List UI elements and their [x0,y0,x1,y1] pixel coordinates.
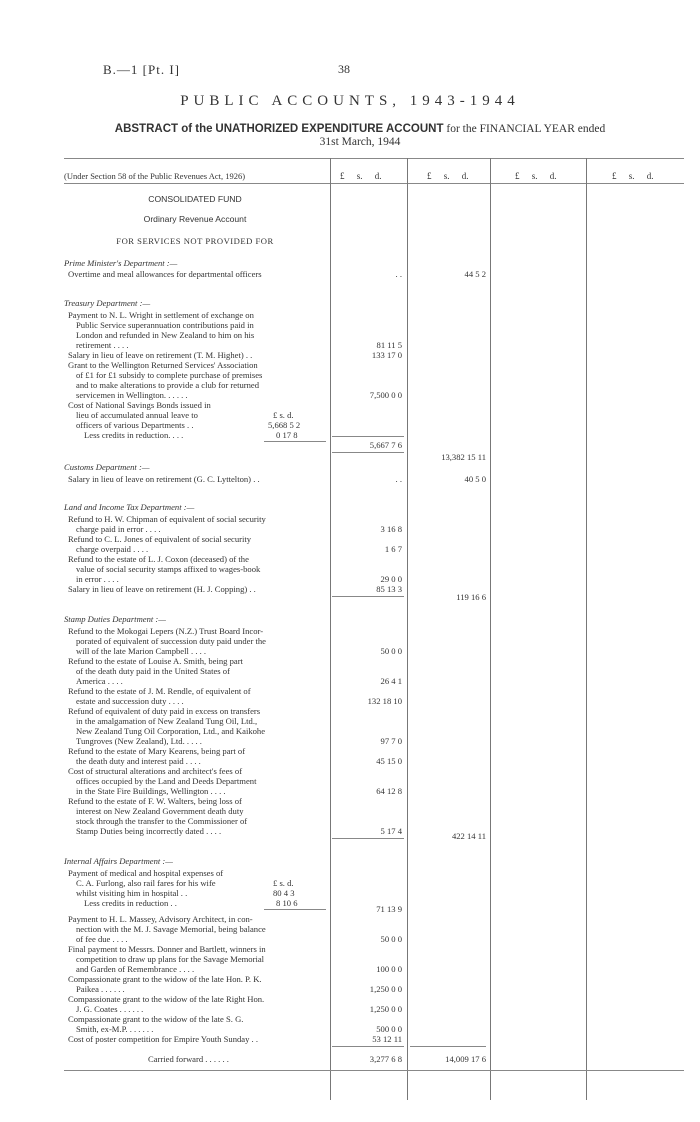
section-note: (Under Section 58 of the Public Revenues Act, 1926) [64,171,246,181]
amount-cell: . . [395,269,402,279]
amount-cell: 81 11 5 [376,340,402,350]
list-item: officers of various Departments . . [76,420,194,430]
list-item: porated of equivalent of succession duty paid under the [76,636,266,646]
money-head-4: £ s. d. [612,171,654,181]
list-item: interest on New Zealand Government death duty [76,806,244,816]
list-item: Salary in lieu of leave on retirement (G. C. Lyttelton) . . [68,474,260,484]
amount-cell: 50 0 0 [380,934,402,944]
money-head-2: £ s. d. [427,171,469,181]
amount-cell: 5,667 7 6 [369,440,402,450]
page-title: PUBLIC ACCOUNTS, 1943-1944 [180,93,520,109]
list-item: Overtime and meal allowances for departmental officers [68,269,262,279]
dept-customs: Customs Department :— [64,462,150,472]
amount-cell: 64 12 8 [376,786,402,796]
amount-cell: 500 0 0 [376,1024,402,1034]
amount-cell: 44 5 2 [464,269,486,279]
list-item: Salary in lieu of leave on retirement (T. M. Highet) . . [68,350,253,360]
list-item: Paikea . . . . . . [76,984,125,994]
list-item: Refund to the estate of F. W. Walters, being loss of [68,796,242,806]
list-item: offices occupied by the Land and Deeds Department [76,776,257,786]
column-rule-3 [490,158,491,1100]
list-item: New Zealand Tung Oil Corporation, Ltd., and Kaikohe [76,726,266,736]
column-rule-4 [586,158,587,1100]
dept-prime-minister: Prime Minister's Department :— [64,258,178,268]
list-item: C. A. Furlong, also rail fares for his wife [76,878,216,888]
column-rule-2 [407,158,408,1100]
list-item: Smith, ex-M.P. . . . . . . [76,1024,154,1034]
heading-fund: CONSOLIDATED FUND [148,194,242,204]
amount-cell: 45 15 0 [376,756,402,766]
amount-cell: 5 17 4 [380,826,402,836]
subtotal-rule [332,452,404,453]
amount-cell: 53 12 11 [372,1034,402,1044]
subtitle-date: 31st March, 1944 [319,136,401,148]
list-item: Refund to C. L. Jones of equivalent of social security [68,534,252,544]
list-item: competition to draw up plans for the Savage Memorial [76,954,265,964]
list-item: Final payment to Messrs. Donner and Bartlett, winners in [68,944,266,954]
amount-cell: 1,250 0 0 [369,984,402,994]
list-item: of £1 for £1 subsidy to complete purchase of premises [76,370,263,380]
subtotal-rule [332,1046,404,1047]
list-item: Refund to the estate of L. J. Coxon (deceased) of the [68,554,249,564]
list-item: Public Service superannuation contributions paid in [76,320,254,330]
heading-services: FOR SERVICES NOT PROVIDED FOR [116,236,274,246]
list-item: nection with the M. J. Savage Memorial, being balance [76,924,266,934]
list-item: whilst visiting him in hospital . . [76,888,188,898]
list-item: Payment to H. L. Massey, Advisory Architect, in con- [68,914,253,924]
amount-cell: 71 13 9 [376,904,402,914]
list-item: in the State Fire Buildings, Wellington . . . . [76,786,226,796]
list-item: Grant to the Wellington Returned Services' Association [68,360,258,370]
inner-amount: 80 4 3 [273,888,295,898]
list-item: Compassionate grant to the widow of the late Right Hon. [68,994,265,1004]
heading-account: Ordinary Revenue Account [143,214,247,224]
carried-forward-col2: 14,009 17 6 [445,1054,486,1064]
table-bottom-rule [64,1070,684,1071]
list-item: Cost of structural alterations and architect's fees of [68,766,243,776]
list-item: Refund of equivalent of duty paid in excess on transfers [68,706,261,716]
subtitle-mid: for the FINANCIAL YEAR ended [446,123,606,135]
list-item: servicemen in Wellington. . . . . . [76,390,188,400]
inner-money-head: £ s. d. [273,410,294,420]
list-item: Tungroves (New Zealand), Ltd. . . . . [76,736,202,746]
list-item: Refund to the estate of Louise A. Smith, being part [68,656,243,666]
inner-money-head: £ s. d. [273,878,294,888]
amount-cell: 3 16 8 [380,524,402,534]
dept-treasury: Treasury Department :— [64,298,151,308]
page-number: 38 [338,62,350,76]
amount-cell: 85 13 3 [376,584,402,594]
amount-cell: . . [395,474,402,484]
dept-land-income-tax: Land and Income Tax Department :— [64,502,195,512]
amount-cell: 119 16 6 [456,592,486,602]
list-item: stock through the transfer to the Commissioner of [76,816,248,826]
amount-cell: 97 7 0 [380,736,402,746]
table-top-rule [64,158,684,159]
amount-cell: 13,382 15 11 [441,452,486,462]
list-item: Compassionate grant to the widow of the late Hon. P. K. [68,974,262,984]
list-item: J. G. Coates . . . . . . [76,1004,144,1014]
list-item: and to make alterations to provide a club for returned [76,380,260,390]
list-item: Refund to H. W. Chipman of equivalent of social security [68,514,266,524]
list-item: Refund to the estate of J. M. Rendle, of equivalent of [68,686,251,696]
amount-cell: 50 0 0 [380,646,402,656]
inner-sum-rule [264,441,326,442]
list-item: and Garden of Remembrance . . . . [76,964,195,974]
money-head-1: £ s. d. [340,171,382,181]
list-item: in the amalgamation of New Zealand Tung Oil, Ltd., [76,716,258,726]
amount-cell: 40 5 0 [464,474,486,484]
amount-cell: 1 6 7 [384,544,402,554]
list-item: Cost of poster competition for Empire Youth Sunday . . [68,1034,259,1044]
subtotal-rule [332,596,404,597]
subtitle-prefix: ABSTRACT of the [114,123,213,135]
amount-cell: 132 18 10 [367,696,402,706]
amount-cell: 1,250 0 0 [369,1004,402,1014]
inner-amount: 5,668 5 2 [268,420,301,430]
subtotal-rule [332,838,404,839]
list-item: Payment to N. L. Wright in settlement of exchange on [68,310,254,320]
list-item: Compassionate grant to the widow of the late S. G. [68,1014,244,1024]
inner-sum-rule [264,909,326,910]
account-subtitle [40,123,680,149]
amount-cell: 100 0 0 [376,964,402,974]
list-item: Salary in lieu of leave on retirement (H. J. Copping) . . [68,584,256,594]
list-item: London and refunded in New Zealand to him on his [76,330,255,340]
list-item: charge paid in error . . . . [76,524,161,534]
list-item: Stamp Duties being incorrectly dated . . . . [76,826,222,836]
list-item: estate and succession duty . . . . [76,696,184,706]
amount-cell: 29 0 0 [380,574,402,584]
list-item: Less credits in reduction . . [84,898,177,908]
list-item: Refund to the Mokogai Lepers (N.Z.) Trust Board Incor- [68,626,264,636]
inner-amount: 8 10 6 [276,898,298,908]
document-reference: B.—1 [Pt. I] [103,62,180,77]
subtotal-rule [332,436,404,437]
subtitle-account-name: UNATHORIZED EXPENDITURE ACCOUNT [215,123,444,135]
carried-forward-label: Carried forward . . . . . . [148,1054,229,1064]
amount-cell: 7,500 0 0 [369,390,402,400]
column-rule-1 [330,158,331,1100]
list-item: of the death duty paid in the United States of [76,666,230,676]
list-item: Less credits in reduction. . . . [84,430,184,440]
list-item: Cost of National Savings Bonds issued in [68,400,211,410]
header-bottom-rule [64,183,684,184]
amount-cell: 133 17 0 [371,350,402,360]
amount-cell: 422 14 11 [451,831,486,841]
list-item: value of social security stamps affixed to wages-book [76,564,261,574]
list-item: charge overpaid . . . . [76,544,149,554]
list-item: retirement . . . . [76,340,129,350]
amount-cell: 26 4 1 [380,676,402,686]
list-item: will of the late Marion Campbell . . . . [76,646,207,656]
dept-stamp-duties: Stamp Duties Department :— [64,614,166,624]
list-item: America . . . . [76,676,123,686]
list-item: Payment of medical and hospital expenses of [68,868,224,878]
list-item: lieu of accumulated annual leave to [76,410,198,420]
money-head-3: £ s. d. [515,171,557,181]
list-item: the death duty and interest paid . . . . [76,756,201,766]
inner-amount: 0 17 8 [276,430,298,440]
list-item: of fee due . . . . [76,934,128,944]
list-item: in error . . . . [76,574,119,584]
subtotal-rule [410,1046,486,1047]
list-item: Refund to the estate of Mary Kearens, being part of [68,746,246,756]
dept-internal-affairs: Internal Affairs Department :— [64,856,173,866]
carried-forward-col1: 3,277 6 8 [369,1054,402,1064]
